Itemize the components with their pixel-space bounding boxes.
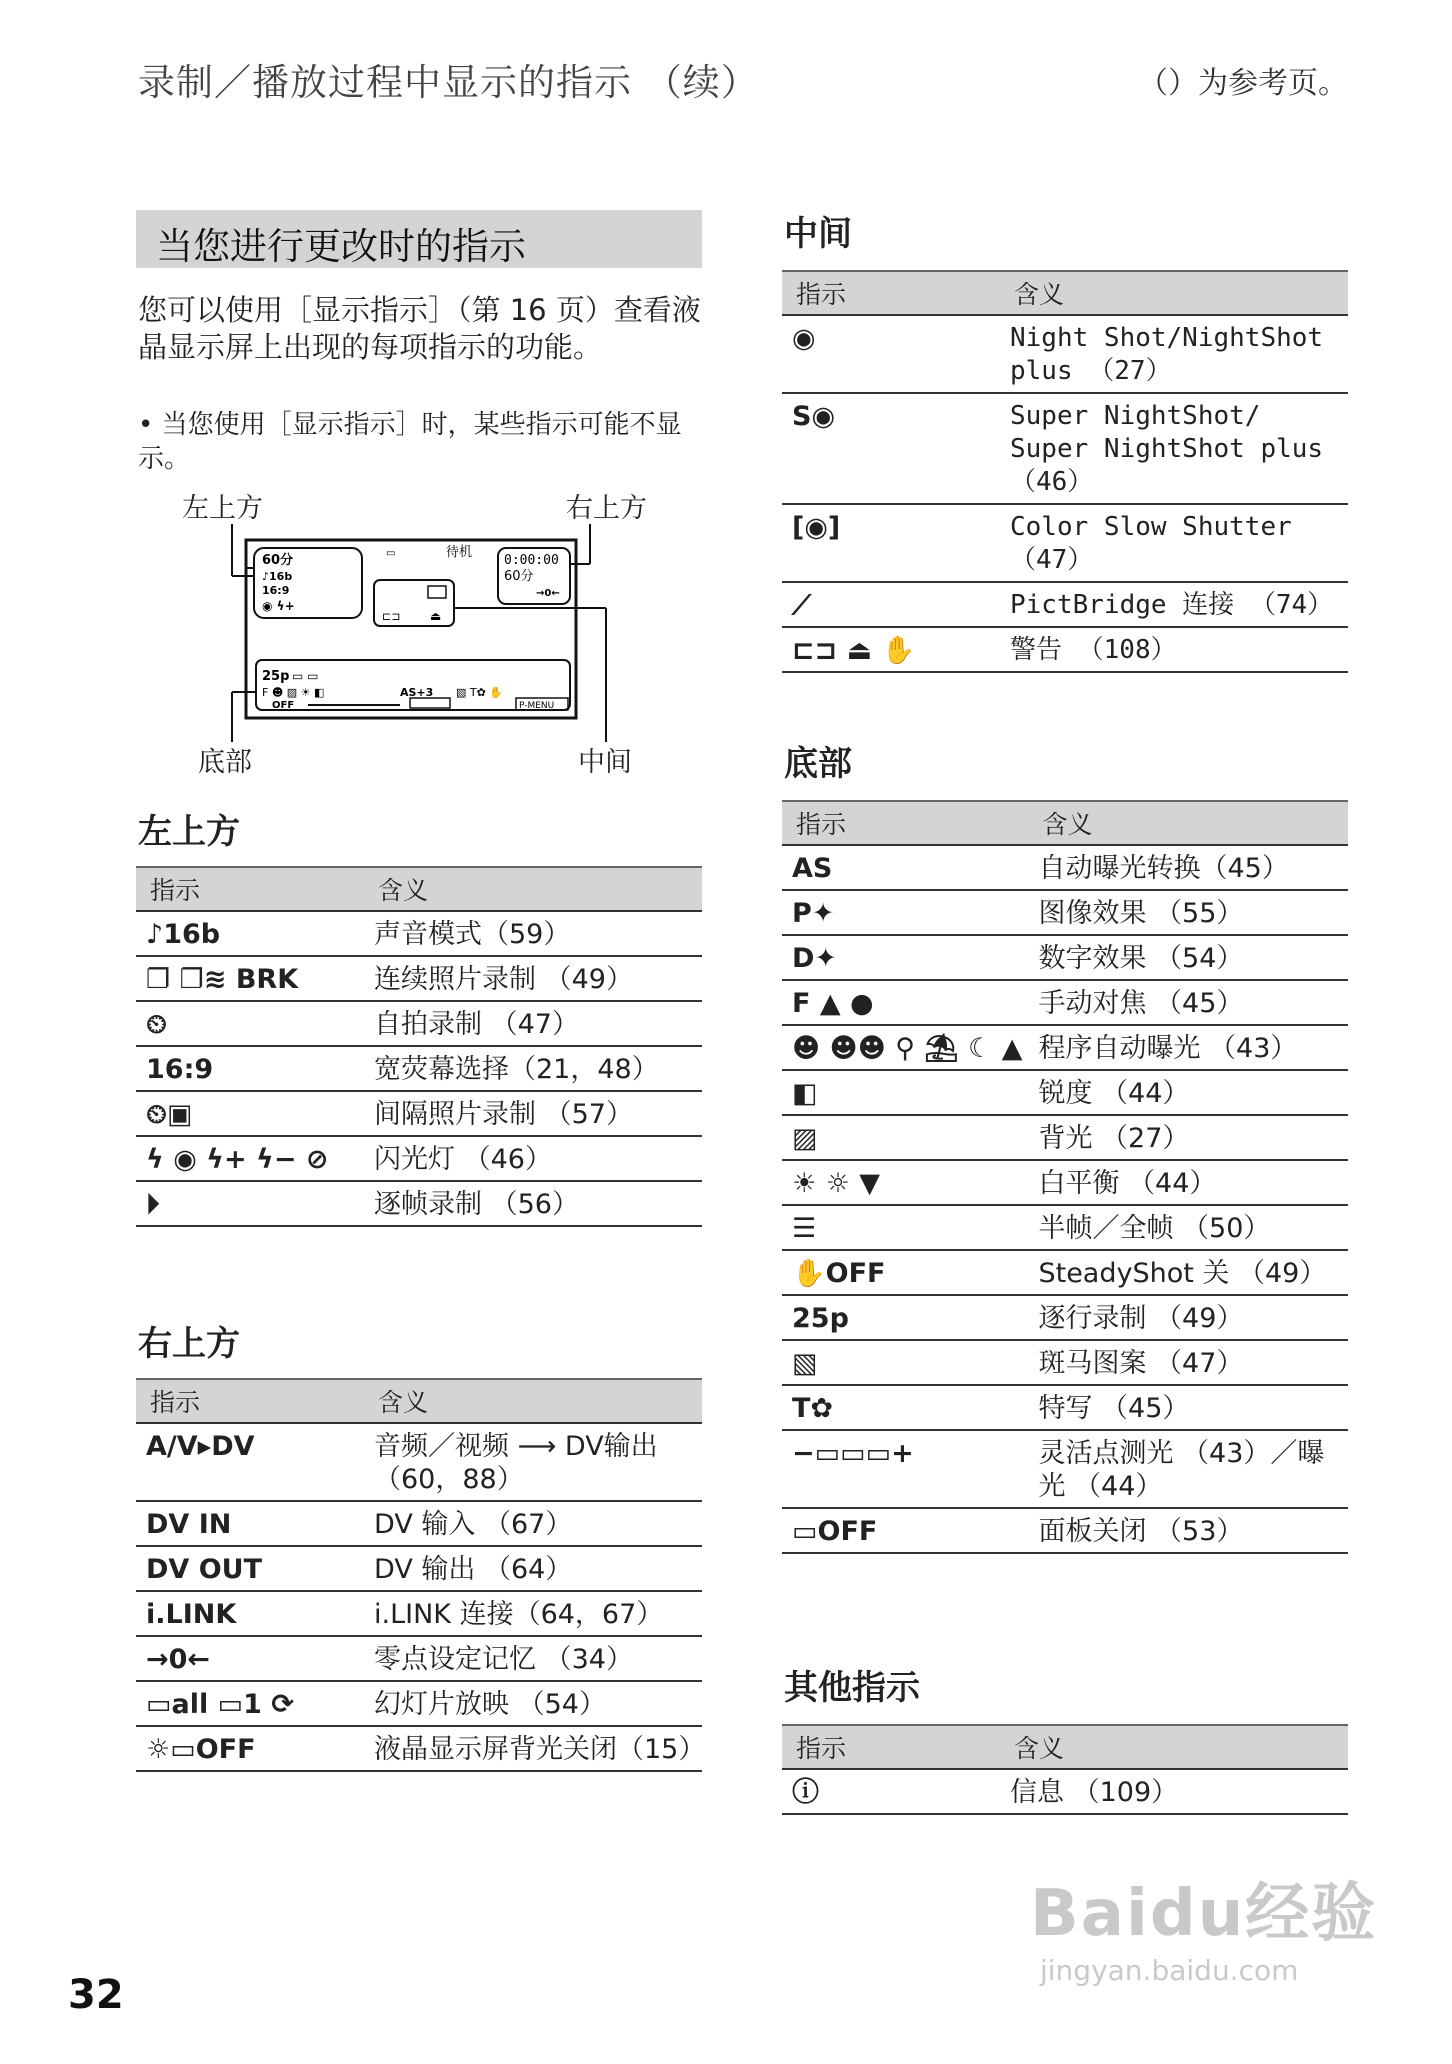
bottom-table bbox=[782, 800, 1348, 1554]
indicator-icon: ♪16b bbox=[136, 911, 364, 956]
table-row bbox=[136, 1001, 702, 1046]
screen-bottom-effects: ▭ ▭ bbox=[292, 669, 319, 683]
indicator-icon: ▨ bbox=[782, 1115, 1028, 1160]
table-row bbox=[782, 1250, 1348, 1295]
indicator-icon: AS bbox=[782, 845, 1028, 890]
screen-pmenu: P-MENU bbox=[519, 701, 555, 711]
indicator-icon: →0← bbox=[136, 1636, 364, 1681]
screen-as: AS+3 bbox=[400, 686, 434, 699]
indicator-icon: ϟ ◉ ϟ+ ϟ− ⊘ bbox=[136, 1136, 364, 1181]
lcd-screen-diagram bbox=[210, 524, 610, 744]
table-row bbox=[136, 1681, 702, 1726]
indicator-icon: ☻ ☻☻ ⚲ ⛱ ☾ ▲ bbox=[782, 1025, 1028, 1070]
indicator-meaning: 特写 （45） bbox=[1028, 1385, 1348, 1430]
indicator-meaning: 自拍录制 （47） bbox=[364, 1001, 702, 1046]
screen-eject-icon: ⏏ bbox=[430, 609, 442, 623]
column-header-indicator: 指示 bbox=[782, 801, 1028, 845]
diagram-label-top-right: 右上方 bbox=[566, 493, 647, 524]
screen-flash-icons: ◉ ϟ+ bbox=[262, 599, 295, 613]
indicator-icon: 16:9 bbox=[136, 1046, 364, 1091]
table-row bbox=[782, 1340, 1348, 1385]
table-row bbox=[782, 1070, 1348, 1115]
indicator-icon: ⟋ bbox=[782, 582, 1000, 627]
indicator-meaning: 锐度 （44） bbox=[1028, 1070, 1348, 1115]
table-row bbox=[782, 1115, 1348, 1160]
indicator-meaning: PictBridge 连接 （74） bbox=[1000, 582, 1348, 627]
middle-table bbox=[782, 270, 1348, 673]
indicator-icon: ▭all ▭1 ⟳ bbox=[136, 1681, 364, 1726]
indicator-meaning: 白平衡 （44） bbox=[1028, 1160, 1348, 1205]
top-left-table bbox=[136, 866, 702, 1227]
indicator-meaning: DV 输入 （67） bbox=[364, 1501, 702, 1546]
section-heading-bar bbox=[136, 210, 702, 268]
column-header-indicator: 指示 bbox=[136, 1379, 364, 1423]
indicator-meaning: 数字效果 （54） bbox=[1028, 935, 1348, 980]
indicator-icon: ❐ ❐≋ BRK bbox=[136, 956, 364, 1001]
column-header-meaning: 含义 bbox=[364, 867, 702, 911]
table-row bbox=[136, 1136, 702, 1181]
indicator-meaning: 音频／视频 ⟶ DV输出（60，88） bbox=[364, 1423, 702, 1501]
column-header-meaning: 含义 bbox=[1028, 801, 1348, 845]
indicator-icon: P✦ bbox=[782, 890, 1028, 935]
indicator-meaning: 幻灯片放映 （54） bbox=[364, 1681, 702, 1726]
indicator-meaning: 零点设定记忆 （34） bbox=[364, 1636, 702, 1681]
table-row bbox=[136, 1181, 702, 1226]
table-row bbox=[136, 1091, 702, 1136]
indicator-icon: [◉] bbox=[782, 504, 1000, 582]
indicator-meaning: 间隔照片录制 （57） bbox=[364, 1091, 702, 1136]
table-row bbox=[136, 1591, 702, 1636]
indicator-icon: ⏲ bbox=[136, 1001, 364, 1046]
table-row bbox=[136, 1423, 702, 1501]
table-row bbox=[782, 1160, 1348, 1205]
table-row bbox=[136, 1636, 702, 1681]
table-row bbox=[782, 315, 1348, 393]
intro-note: • 当您使用［显示指示］时，某些指示可能不显示。 bbox=[138, 410, 682, 474]
other-heading: 其他指示 bbox=[784, 1668, 920, 1708]
indicator-meaning: 闪光灯 （46） bbox=[364, 1136, 702, 1181]
column-header-indicator: 指示 bbox=[136, 867, 364, 911]
indicator-meaning: 信息 （109） bbox=[1000, 1769, 1348, 1814]
page-number: 32 bbox=[68, 1972, 124, 2018]
indicator-icon: F ▲ ● bbox=[782, 980, 1028, 1025]
table-row bbox=[782, 393, 1348, 504]
table-row bbox=[782, 504, 1348, 582]
intro-paragraph: 您可以使用［显示指示］（第 16 页）查看液晶显示屏上出现的每项指示的功能。 bbox=[138, 293, 701, 364]
screen-timecode: 0:00:00 bbox=[504, 553, 559, 568]
indicator-meaning: 图像效果 （55） bbox=[1028, 890, 1348, 935]
page-header-title: 录制／播放过程中显示的指示 （续） bbox=[138, 61, 759, 104]
indicator-icon: ☼▭OFF bbox=[136, 1726, 364, 1771]
section-heading: 当您进行更改时的指示 bbox=[156, 225, 526, 268]
indicator-icon: ⊏⊐ ⏏ ✋ bbox=[782, 627, 1000, 672]
screen-standby: 待机 bbox=[446, 545, 473, 560]
indicator-meaning: Color Slow Shutter （47） bbox=[1000, 504, 1348, 582]
middle-heading: 中间 bbox=[784, 214, 852, 254]
column-header-meaning: 含义 bbox=[364, 1379, 702, 1423]
indicator-meaning: i.LINK 连接（64，67） bbox=[364, 1591, 702, 1636]
diagram-label-top-left: 左上方 bbox=[182, 493, 263, 524]
indicator-icon: ☀ ☼ ▼ bbox=[782, 1160, 1028, 1205]
other-table bbox=[782, 1724, 1348, 1815]
top-left-heading: 左上方 bbox=[138, 812, 240, 852]
indicator-meaning: 手动对焦 （45） bbox=[1028, 980, 1348, 1025]
indicator-icon: ⏲▣ bbox=[136, 1091, 364, 1136]
indicator-meaning: 背光 （27） bbox=[1028, 1115, 1348, 1160]
table-row bbox=[782, 1205, 1348, 1250]
table-row bbox=[782, 1769, 1348, 1814]
indicator-icon: ✋OFF bbox=[782, 1250, 1028, 1295]
screen-warning-icon: ⊏⊐ bbox=[382, 610, 401, 623]
watermark-url: jingyan.baidu.com bbox=[1040, 1954, 1299, 1987]
indicator-meaning: DV 输出 （64） bbox=[364, 1546, 702, 1591]
indicator-meaning: 自动曝光转换（45） bbox=[1028, 845, 1348, 890]
table-row bbox=[136, 1546, 702, 1591]
table-row bbox=[782, 627, 1348, 672]
column-header-indicator: 指示 bbox=[782, 1725, 1000, 1769]
watermark-brand: Baidu经验 bbox=[1030, 1877, 1378, 1951]
indicator-meaning: 灵活点测光 （43）／曝光 （44） bbox=[1028, 1430, 1348, 1508]
table-row bbox=[136, 1726, 702, 1771]
indicator-icon: ◧ bbox=[782, 1070, 1028, 1115]
bottom-heading: 底部 bbox=[784, 744, 852, 784]
indicator-meaning: Super NightShot/ Super NightShot plus （46） bbox=[1000, 393, 1348, 504]
table-row bbox=[782, 845, 1348, 890]
top-right-table bbox=[136, 1378, 706, 1772]
indicator-icon: ◉ bbox=[782, 315, 1000, 393]
table-row bbox=[136, 911, 702, 956]
column-header-meaning: 含义 bbox=[1000, 1725, 1348, 1769]
table-row bbox=[782, 1430, 1348, 1508]
indicator-meaning: 逐帧录制 （56） bbox=[364, 1181, 702, 1226]
indicator-icon: i.LINK bbox=[136, 1591, 364, 1636]
indicator-meaning: 警告 （108） bbox=[1000, 627, 1348, 672]
screen-bottom-row2b: ▧ T✿ ✋ bbox=[456, 686, 504, 699]
indicator-meaning: 液晶显示屏背光关闭（15） bbox=[364, 1726, 702, 1771]
diagram-label-bottom: 底部 bbox=[198, 747, 252, 778]
indicator-meaning: 连续照片录制 （49） bbox=[364, 956, 702, 1001]
screen-panel-off: OFF bbox=[272, 700, 295, 711]
indicator-meaning: 宽荧幕选择（21，48） bbox=[364, 1046, 702, 1091]
table-row bbox=[782, 1025, 1348, 1070]
top-right-heading: 右上方 bbox=[138, 1324, 240, 1364]
table-row bbox=[782, 1385, 1348, 1430]
indicator-icon: DV IN bbox=[136, 1501, 364, 1546]
indicator-meaning: 斑马图案 （47） bbox=[1028, 1340, 1348, 1385]
column-header-meaning: 含义 bbox=[1000, 271, 1348, 315]
table-row bbox=[782, 980, 1348, 1025]
indicator-icon: A/V▸DV bbox=[136, 1423, 364, 1501]
table-row bbox=[782, 935, 1348, 980]
indicator-icon: ⓘ bbox=[782, 1769, 1000, 1814]
screen-wide: 16:9 bbox=[262, 584, 290, 597]
indicator-icon: DV OUT bbox=[136, 1546, 364, 1591]
indicator-meaning: 程序自动曝光 （43） bbox=[1028, 1025, 1348, 1070]
column-header-indicator: 指示 bbox=[782, 271, 1000, 315]
indicator-icon: −▭▭▭+ bbox=[782, 1430, 1028, 1508]
indicator-meaning: SteadyShot 关 （49） bbox=[1028, 1250, 1348, 1295]
screen-remaining: 60分 bbox=[504, 569, 534, 584]
screen-25p: 25p bbox=[262, 669, 290, 684]
table-row bbox=[136, 956, 702, 1001]
indicator-meaning: 半帧／全帧 （50） bbox=[1028, 1205, 1348, 1250]
reference-note: （）为参考页。 bbox=[1138, 66, 1348, 101]
indicator-meaning: 逐行录制 （49） bbox=[1028, 1295, 1348, 1340]
indicator-meaning: 面板关闭 （53） bbox=[1028, 1508, 1348, 1553]
indicator-icon: S◉ bbox=[782, 393, 1000, 504]
table-row bbox=[136, 1501, 702, 1546]
indicator-meaning: 声音模式（59） bbox=[364, 911, 702, 956]
table-row bbox=[782, 890, 1348, 935]
screen-mode-icon: ▭ bbox=[386, 548, 396, 559]
baidu-watermark bbox=[1030, 1862, 1430, 2032]
indicator-meaning: Night Shot/NightShot plus （27） bbox=[1000, 315, 1348, 393]
indicator-icon: ▧ bbox=[782, 1340, 1028, 1385]
indicator-icon: D✦ bbox=[782, 935, 1028, 980]
diagram-label-middle: 中间 bbox=[578, 747, 632, 778]
indicator-icon: ☰ bbox=[782, 1205, 1028, 1250]
screen-battery: 60分 bbox=[262, 553, 294, 568]
indicator-icon: ⏵ bbox=[136, 1181, 364, 1226]
indicator-icon: ▭OFF bbox=[782, 1508, 1028, 1553]
table-row bbox=[782, 1508, 1348, 1553]
table-row bbox=[782, 582, 1348, 627]
table-row bbox=[136, 1046, 702, 1091]
table-row bbox=[782, 1295, 1348, 1340]
indicator-icon: 25p bbox=[782, 1295, 1028, 1340]
screen-zero-memory: →0← bbox=[536, 588, 560, 599]
screen-bottom-row2: F ☻ ▨ ☀ ◧ bbox=[262, 686, 325, 699]
indicator-icon: T✿ bbox=[782, 1385, 1028, 1430]
screen-audio: ♪16b bbox=[262, 570, 293, 583]
